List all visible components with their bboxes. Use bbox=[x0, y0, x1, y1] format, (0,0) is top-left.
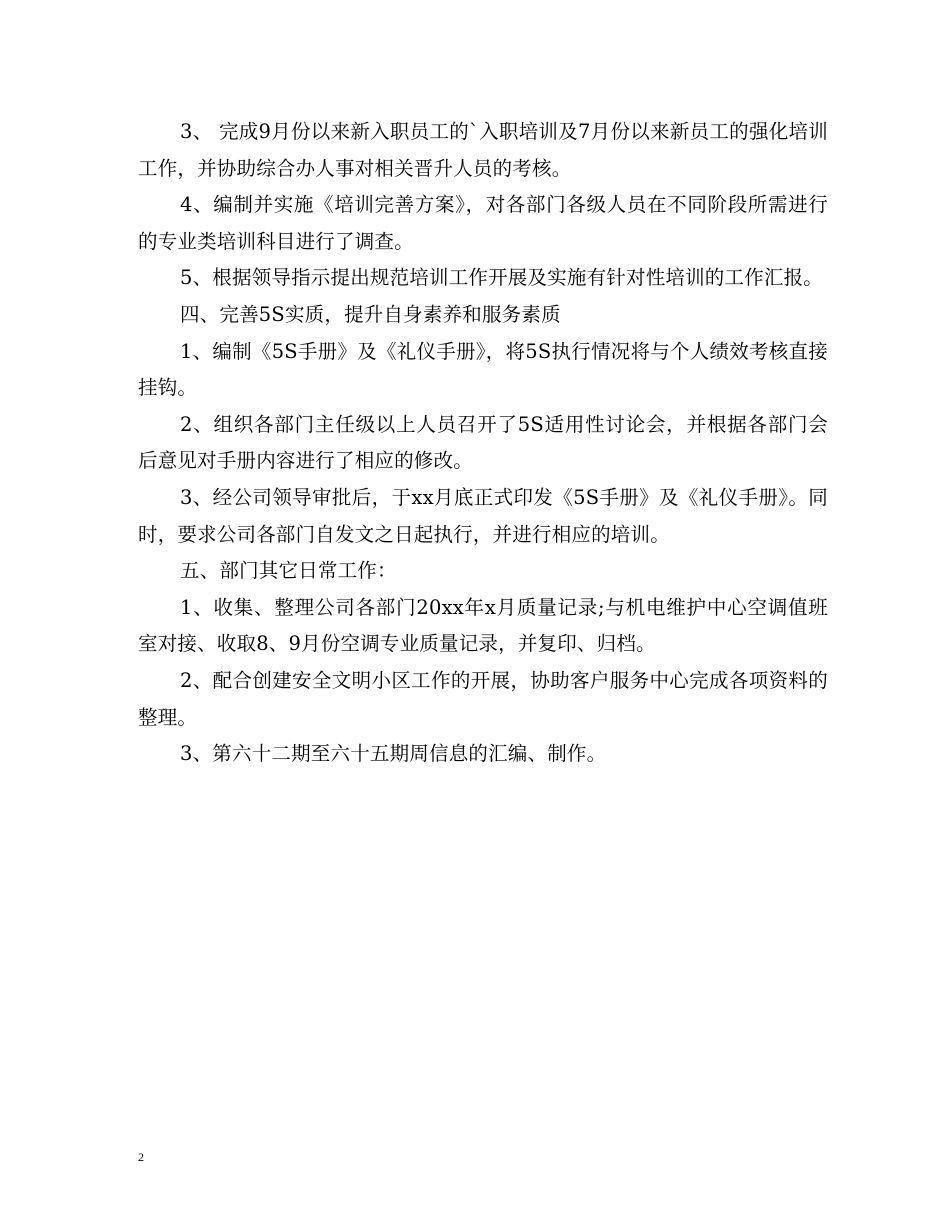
paragraph-5s-issue: 3、经公司领导审批后，于xx月底正式印发《5S手册》及《礼仪手册》。同时，要求公司各部门自发文之日起执行，并进行相应的培训。 bbox=[138, 485, 828, 546]
paragraph-5s-meeting: 2、组织各部门主任级以上人员召开了5S适用性讨论会，并根据各部门会后意见对手册内容进行了相应的修改。 bbox=[138, 412, 828, 473]
page-number: 2 bbox=[138, 1150, 144, 1164]
paragraph-training-report: 5、根据领导指示提出规范培训工作开展及实施有针对性培训的工作汇报。 bbox=[180, 266, 824, 290]
paragraph-safety-community: 2、配合创建安全文明小区工作的开展，协助客户服务中心完成各项资料的整理。 bbox=[138, 668, 828, 729]
paragraph-5s-manual: 1、编制《5S手册》及《礼仪手册》，将5S执行情况将与个人绩效考核直接挂钩。 bbox=[138, 339, 828, 400]
paragraph-training-plan: 4、编制并实施《培训完善方案》，对各部门各级人员在不同阶段所需进行的专业类培训科目进行了调查。 bbox=[138, 193, 828, 253]
section-heading-daily-work: 五、部门其它日常工作： bbox=[180, 559, 397, 583]
paragraph-weekly-info: 3、第六十二期至六十五期周信息的汇编、制作。 bbox=[180, 742, 607, 766]
paragraph-quality-records: 1、收集、整理公司各部门20xx年x月质量记录;与机电维护中心空调值班室对接、收取8、9月份空调专业质量记录，并复印、归档。 bbox=[138, 595, 828, 656]
section-heading-5s: 四、完善5S实质，提升自身素养和服务素质 bbox=[180, 302, 561, 326]
paragraph-onboarding-training: 3、 完成9月份以来新入职员工的`入职培训及7月份以来新员工的强化培训工作，并协助综合办人事对相关晋升人员的考核。 bbox=[138, 120, 828, 180]
document-body bbox=[138, 114, 828, 773]
